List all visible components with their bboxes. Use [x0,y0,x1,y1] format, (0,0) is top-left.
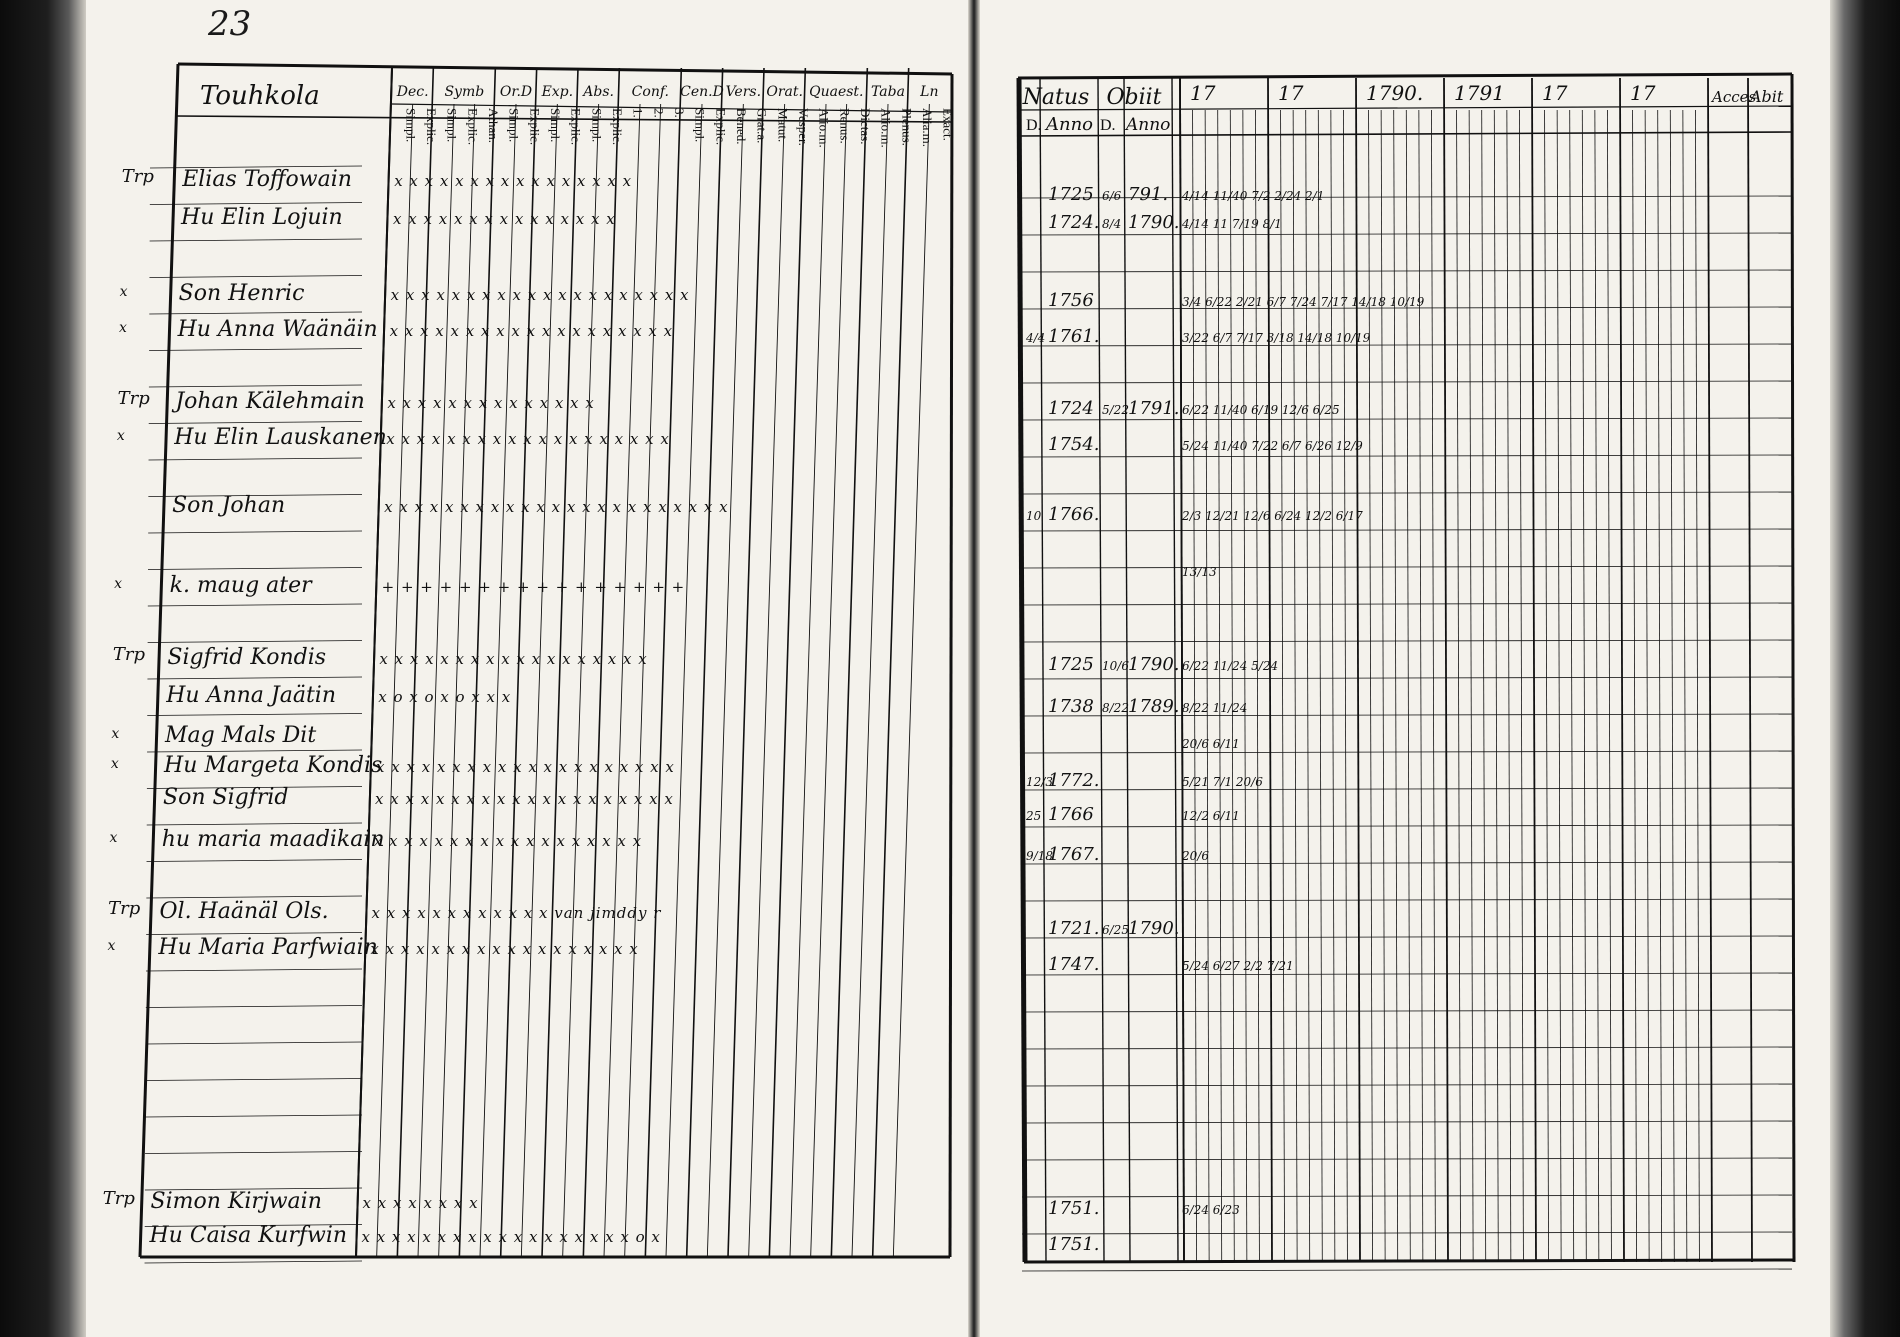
left-page-entries [103,81,956,1248]
communion-entries: 3/4 6/22 2/21 6/7 7/24 7/17 14/18 10/19 [1182,295,1425,309]
year-sub-rule [1658,110,1662,1262]
examination-marks: x x x x x x x x x x x x x x x x x x x x x x x [384,498,729,516]
name-row-rule [145,1261,362,1263]
column-sub-header: Simpl. [403,108,419,143]
column-sub-header: Explic. [424,108,439,146]
sub-column-rule [749,104,785,1257]
sub-column-rule [790,104,826,1257]
name-row-rule [148,531,362,533]
person-status-mark: x [111,726,120,742]
right-row-rule [1022,1047,1792,1049]
name-row-rule [145,1152,362,1154]
column-group-header: Taba [871,84,905,100]
name-row-rule [147,860,362,862]
year-sub-rule [1243,110,1247,1262]
year-sub-rule [1469,110,1473,1262]
group-column-rule [873,68,909,1257]
person-status-mark: x [116,428,125,444]
year-sub-rule [1406,110,1410,1262]
birth-day: 9/18 [1026,849,1053,863]
right-row-rule [1022,455,1792,457]
right-row-rule [1022,1121,1792,1123]
year-sub-rule [1545,110,1549,1262]
group-column-rule [769,68,805,1257]
year-sub-rule [1306,110,1310,1262]
right-row-rule [1022,1010,1792,1012]
year-sub-rule [1431,110,1435,1262]
name-row-rule [145,1079,362,1081]
sub-column-rule [707,104,743,1257]
examination-marks: x x x x x x x x x x x x x x x x x x x [389,322,674,340]
name-row-rule [148,568,362,570]
right-row-rule [1022,1232,1792,1234]
year-sub-rule [1343,110,1347,1262]
examination-marks: x x x x x x x x x x x x x x x [393,210,616,228]
accessit-header: Acces [1712,88,1757,106]
communion-entries: 6/22 11/24 5/24 [1182,659,1279,673]
person-name: Hu Elin Lojuin [181,205,343,230]
person-status-mark: x [110,756,119,772]
person-status-mark: Trp [117,388,150,409]
person-name: Mag Mals Dit [164,723,317,748]
death-day: 5/22 [1102,403,1129,417]
person-status-mark: Trp [108,898,141,919]
year-sub-rule [1582,110,1586,1262]
death-year: 1791. [1128,398,1180,419]
name-row-rule [150,239,362,241]
right-row-rule [1022,899,1792,901]
birth-year: 1751. [1048,1198,1100,1219]
right-row-rule [1022,677,1792,679]
column-sub-header: Explic. [610,108,625,146]
person-status-mark: x [114,576,123,592]
year-sub-rule [1595,110,1599,1262]
name-row-rule [148,604,362,606]
birth-year: 1724 [1048,398,1094,419]
name-row-rule [149,385,362,387]
column-sub-header: Alia.m. [920,108,935,147]
right-column-rule [1040,78,1046,1262]
name-row-rule [149,312,362,314]
year-sub-rule [1645,110,1649,1262]
year-block-header: 17 [1542,81,1568,105]
column-sub-header: Simpl. [444,108,460,143]
right-row-rule [1022,492,1792,494]
person-name: k. maug ater [169,573,312,598]
death-year: 1790. [1128,212,1180,233]
person-name: Hu Maria Parfwiain [158,935,378,960]
death-year: 791. [1128,184,1169,205]
column-group-header: Symb [444,84,485,100]
communion-entries: 5/24 6/27 2/2 7/21 [1182,959,1294,973]
name-row-rule [146,969,362,971]
column-group-header: Ln [920,84,939,100]
examination-marks: x x x x x x x x x x x x x x x x x x x x [376,758,675,776]
left-frame-right [950,74,952,1257]
right-page-entries [1022,81,1784,1255]
communion-entries: 4/14 11/40 7/2 2/24 2/1 [1182,189,1325,203]
column-group-header: Quaest. [809,84,864,100]
person-status-mark: x [118,320,127,336]
name-row-rule [145,1115,362,1117]
death-year: 1790. [1128,654,1180,675]
name-row-rule [146,1042,362,1044]
year-sub-rule [1494,110,1498,1262]
person-status-mark: x [109,830,118,846]
sub-column-rule [893,104,929,1257]
column-sub-header: Bened. [734,108,749,145]
right-frame-bottom [1024,1260,1794,1262]
column-sub-header: Simpl. [548,108,563,143]
sub-column-rule [521,104,557,1257]
right-row-rule [1022,529,1792,531]
column-sub-header: Explic. [568,108,584,146]
year-block-rule [1444,78,1448,1262]
year-sub-rule [1193,110,1197,1262]
year-block-header: 17 [1278,81,1304,105]
column-group-header: Conf. [631,84,669,100]
year-sub-rule [1457,110,1461,1262]
right-row-rule [1022,1195,1792,1197]
communion-entries: 6/24 6/23 [1182,1203,1240,1217]
page-number: 23 [208,4,252,44]
examination-marks: x x x x x x x x x x x x x x x x x x [370,940,639,958]
person-name: Son Sigfrid [163,785,289,810]
right-row-rule [1022,825,1792,827]
examination-marks: x x x x x x x x x x x x x x x x x x [373,832,643,850]
name-row-rule [149,276,362,278]
right-row-rule [1022,566,1792,568]
year-sub-rule [1419,110,1423,1262]
name-row-rule [149,349,362,351]
birth-day: 10 [1026,509,1042,523]
village-name: Touhkola [200,81,320,111]
column-sub-header: Athan. [486,108,501,144]
year-sub-rule [1482,110,1486,1262]
year-sub-rule [1670,110,1674,1262]
death-year: 1790. [1128,918,1180,939]
birth-year: 1756 [1048,290,1094,311]
communion-entries: 3/22 6/7 7/17 3/18 14/18 10/19 [1182,331,1371,345]
right-row-rule [1022,603,1792,605]
sub-column-rule [625,104,661,1257]
group-column-rule [831,68,867,1257]
column-sub-header: 3. [672,108,687,118]
year-block-header: 17 [1190,81,1216,105]
examination-marks: x o x o x o x x x [378,688,512,706]
right-row-rule [1022,973,1792,975]
column-sub-header: Simpl. [692,108,708,143]
left-frame-top [178,64,952,74]
group-column-rule [725,68,764,1257]
person-name: Son Johan [172,493,286,518]
birth-year: 1725 [1048,184,1094,205]
person-name: hu maria maadikain [161,827,385,852]
year-sub-rule [1381,110,1385,1262]
name-row-rule [147,677,362,679]
year-block-header: 1791 [1454,81,1505,105]
column-sub-header: Matut. [775,108,791,143]
birth-year: 1766. [1048,504,1100,525]
birth-day: 4/4 [1026,331,1046,345]
person-name: Simon Kirjwain [150,1189,322,1214]
communion-entries: 6/22 11/40 6/19 12/6 6/25 [1182,403,1340,417]
year-sub-rule [1281,110,1285,1262]
column-sub-header: Explic. [713,108,729,146]
column-group-header: Orat. [766,84,803,100]
examination-marks: x x x x x x x x x x x x x x x x x x [379,650,648,668]
year-sub-rule [1633,110,1637,1262]
group-column-rule [645,68,681,1257]
column-sub-header: Explic. [527,108,543,146]
name-row-rule [146,1006,362,1008]
birth-year: 1725 [1048,654,1094,675]
examination-marks: x x x x x x x x [362,1194,479,1212]
year-block-header: 1790. [1366,81,1424,105]
communion-entries: 20/6 6/11 [1182,737,1240,751]
examination-marks: + + + + + + + + + + + + + + + + [381,578,686,596]
person-status-mark: x [107,938,116,954]
person-name: Ol. Haänäl Ols. [159,899,329,924]
communion-entries: 13/13 [1182,565,1217,579]
year-block-rule [1356,78,1360,1262]
year-sub-rule [1570,110,1574,1262]
examination-marks: x x x x x x x x x x x x x x [387,394,595,412]
person-name: Hu Caisa Kurfwin [149,1223,348,1248]
sub-column-rule [604,104,640,1257]
death-day: 10/6 [1102,659,1129,673]
year-sub-rule [1507,110,1511,1262]
birth-year: 1721. [1048,918,1100,939]
birth-day: 12/3 [1026,775,1053,789]
obiit-year-header: Anno [1126,115,1171,135]
communion-entries: 2/3 12/21 12/6 6/24 12/2 6/17 [1182,509,1363,523]
year-sub-rule [1369,110,1373,1262]
sub-column-rule [439,104,475,1257]
name-row-rule [147,714,362,716]
year-sub-rule [1683,110,1687,1262]
birth-day: 25 [1026,809,1042,823]
year-sub-rule [1205,110,1209,1262]
birth-year: 1767. [1048,844,1100,865]
birth-year: 1766 [1048,804,1094,825]
communion-entries: 4/14 11 7/19 8/1 [1182,217,1282,231]
column-sub-header: Dictas. [858,108,873,145]
natus-header: Natus [1022,85,1090,110]
death-day: 8/22 [1102,701,1129,715]
header-bottom-rule [176,116,952,122]
right-row-rule [1022,1084,1792,1086]
natus-day-header: D. [1026,117,1042,134]
examination-marks: x x x x x x x x x x x x x x x x x x o x [361,1228,661,1246]
column-sub-header: Alio.m. [878,108,894,148]
column-sub-header: Simpl. [506,108,522,143]
examination-marks: x x x x x x x x x x x x van jimddy r [371,904,662,922]
column-group-header: Cen.D [680,84,724,100]
examination-marks: x x x x x x x x x x x x x x x x x x x x [390,286,690,304]
right-frame-right [1792,74,1794,1262]
column-sub-header: 2. [651,108,667,118]
year-sub-rule [1607,110,1611,1262]
communion-entries: 12/2 6/11 [1182,809,1240,823]
obiit-header: Obiit [1106,85,1162,110]
year-sub-rule [1230,110,1234,1262]
right-frame-top [1018,74,1792,78]
column-group-header: Abs. [583,84,615,100]
sub-column-rule [377,104,413,1257]
year-sub-rule [1318,110,1322,1262]
year-sub-rule [1394,110,1398,1262]
column-sub-header: Plenus. [899,108,915,146]
year-sub-rule [1293,110,1297,1262]
abiit-header: Abit [1750,87,1784,106]
examination-marks: x x x x x x x x x x x x x x x x x x x [386,430,670,448]
natus-year-header: Anno [1046,114,1094,135]
column-sub-header: 1. [630,108,646,118]
birth-year: 1738 [1048,696,1094,717]
sub-column-rule [811,104,847,1257]
sub-column-rule [418,104,454,1257]
year-block-header: 17 [1630,81,1656,105]
person-name: Hu Margeta Kondis [164,753,383,778]
column-group-header: Dec. [396,84,429,100]
death-year: 1789. [1128,696,1180,717]
right-row-rule [1022,751,1792,753]
year-sub-rule [1695,110,1699,1262]
communion-entries: 20/6 [1182,849,1209,863]
death-day: 6/25 [1102,923,1129,937]
column-sub-header: Renus. [837,108,853,144]
name-row-rule [148,641,362,643]
person-name: Sigfrid Kondis [167,645,327,670]
examination-marks: x x x x x x x x x x x x x x x x [394,172,633,190]
column-sub-header: Vesper. [796,108,811,146]
sub-column-rule [480,104,516,1257]
group-column-rule [687,68,723,1257]
sub-column-rule [666,104,702,1257]
name-row-rule [147,750,362,752]
birth-year: 1751. [1048,1234,1100,1255]
right-row-rule [1022,788,1792,790]
person-name: Hu Anna Waänäin [177,317,378,342]
sub-column-rule [563,104,599,1257]
column-sub-header: Simpl. [589,108,605,143]
person-name: Johan Kälehmain [175,389,365,414]
communion-entries: 8/22 11/24 [1182,701,1248,715]
right-row-rule [1022,1158,1792,1160]
right-row-rule [1022,640,1792,642]
year-sub-rule [1255,110,1259,1262]
year-sub-rule [1218,110,1222,1262]
column-group-header: Vers. [725,84,762,100]
name-row-rule [147,823,362,825]
year-sub-rule [1519,110,1523,1262]
obiit-day-header: D. [1100,117,1116,134]
birth-year: 1747. [1048,954,1100,975]
year-sub-rule [1331,110,1335,1262]
person-status-mark: Trp [102,1188,135,1209]
person-status-mark: Trp [121,166,154,187]
column-sub-header: Explic. [465,108,481,146]
person-status-mark: Trp [112,644,145,665]
person-status-mark: x [119,284,128,300]
person-name: Hu Elin Lauskanen [174,425,387,450]
name-row-rule [149,458,362,460]
examination-marks: x x x x x x x x x x x x x x x x x x x x [375,790,674,808]
birth-year: 1724. [1048,212,1100,233]
person-name: Hu Anna Jaätin [166,683,337,708]
communion-entries: 5/24 11/40 7/22 6/7 6/26 12/9 [1182,439,1363,453]
right-row-rule [1022,862,1792,864]
column-sub-header: Alio.m. [816,108,832,148]
column-group-header: Exp. [541,84,574,100]
person-name: Elias Toffowain [182,167,352,192]
birth-year: 1761. [1048,326,1100,347]
year-sub-rule [1557,110,1561,1262]
person-name: Son Henric [178,281,305,306]
birth-year: 1772. [1048,770,1100,791]
communion-entries: 5/21 7/1 20/6 [1182,775,1263,789]
birth-year: 1754. [1048,434,1100,455]
name-row-rule [146,896,362,898]
name-row-rule [149,422,362,424]
column-sub-header: Grat.a. [754,108,770,144]
death-day: 8/4 [1102,217,1122,231]
sub-column-rule [852,104,888,1257]
column-group-header: Or.D [499,84,533,100]
column-sub-header: Exact. [940,108,956,141]
death-day: 6/6 [1102,189,1122,203]
right-row-rule [1022,1269,1792,1271]
